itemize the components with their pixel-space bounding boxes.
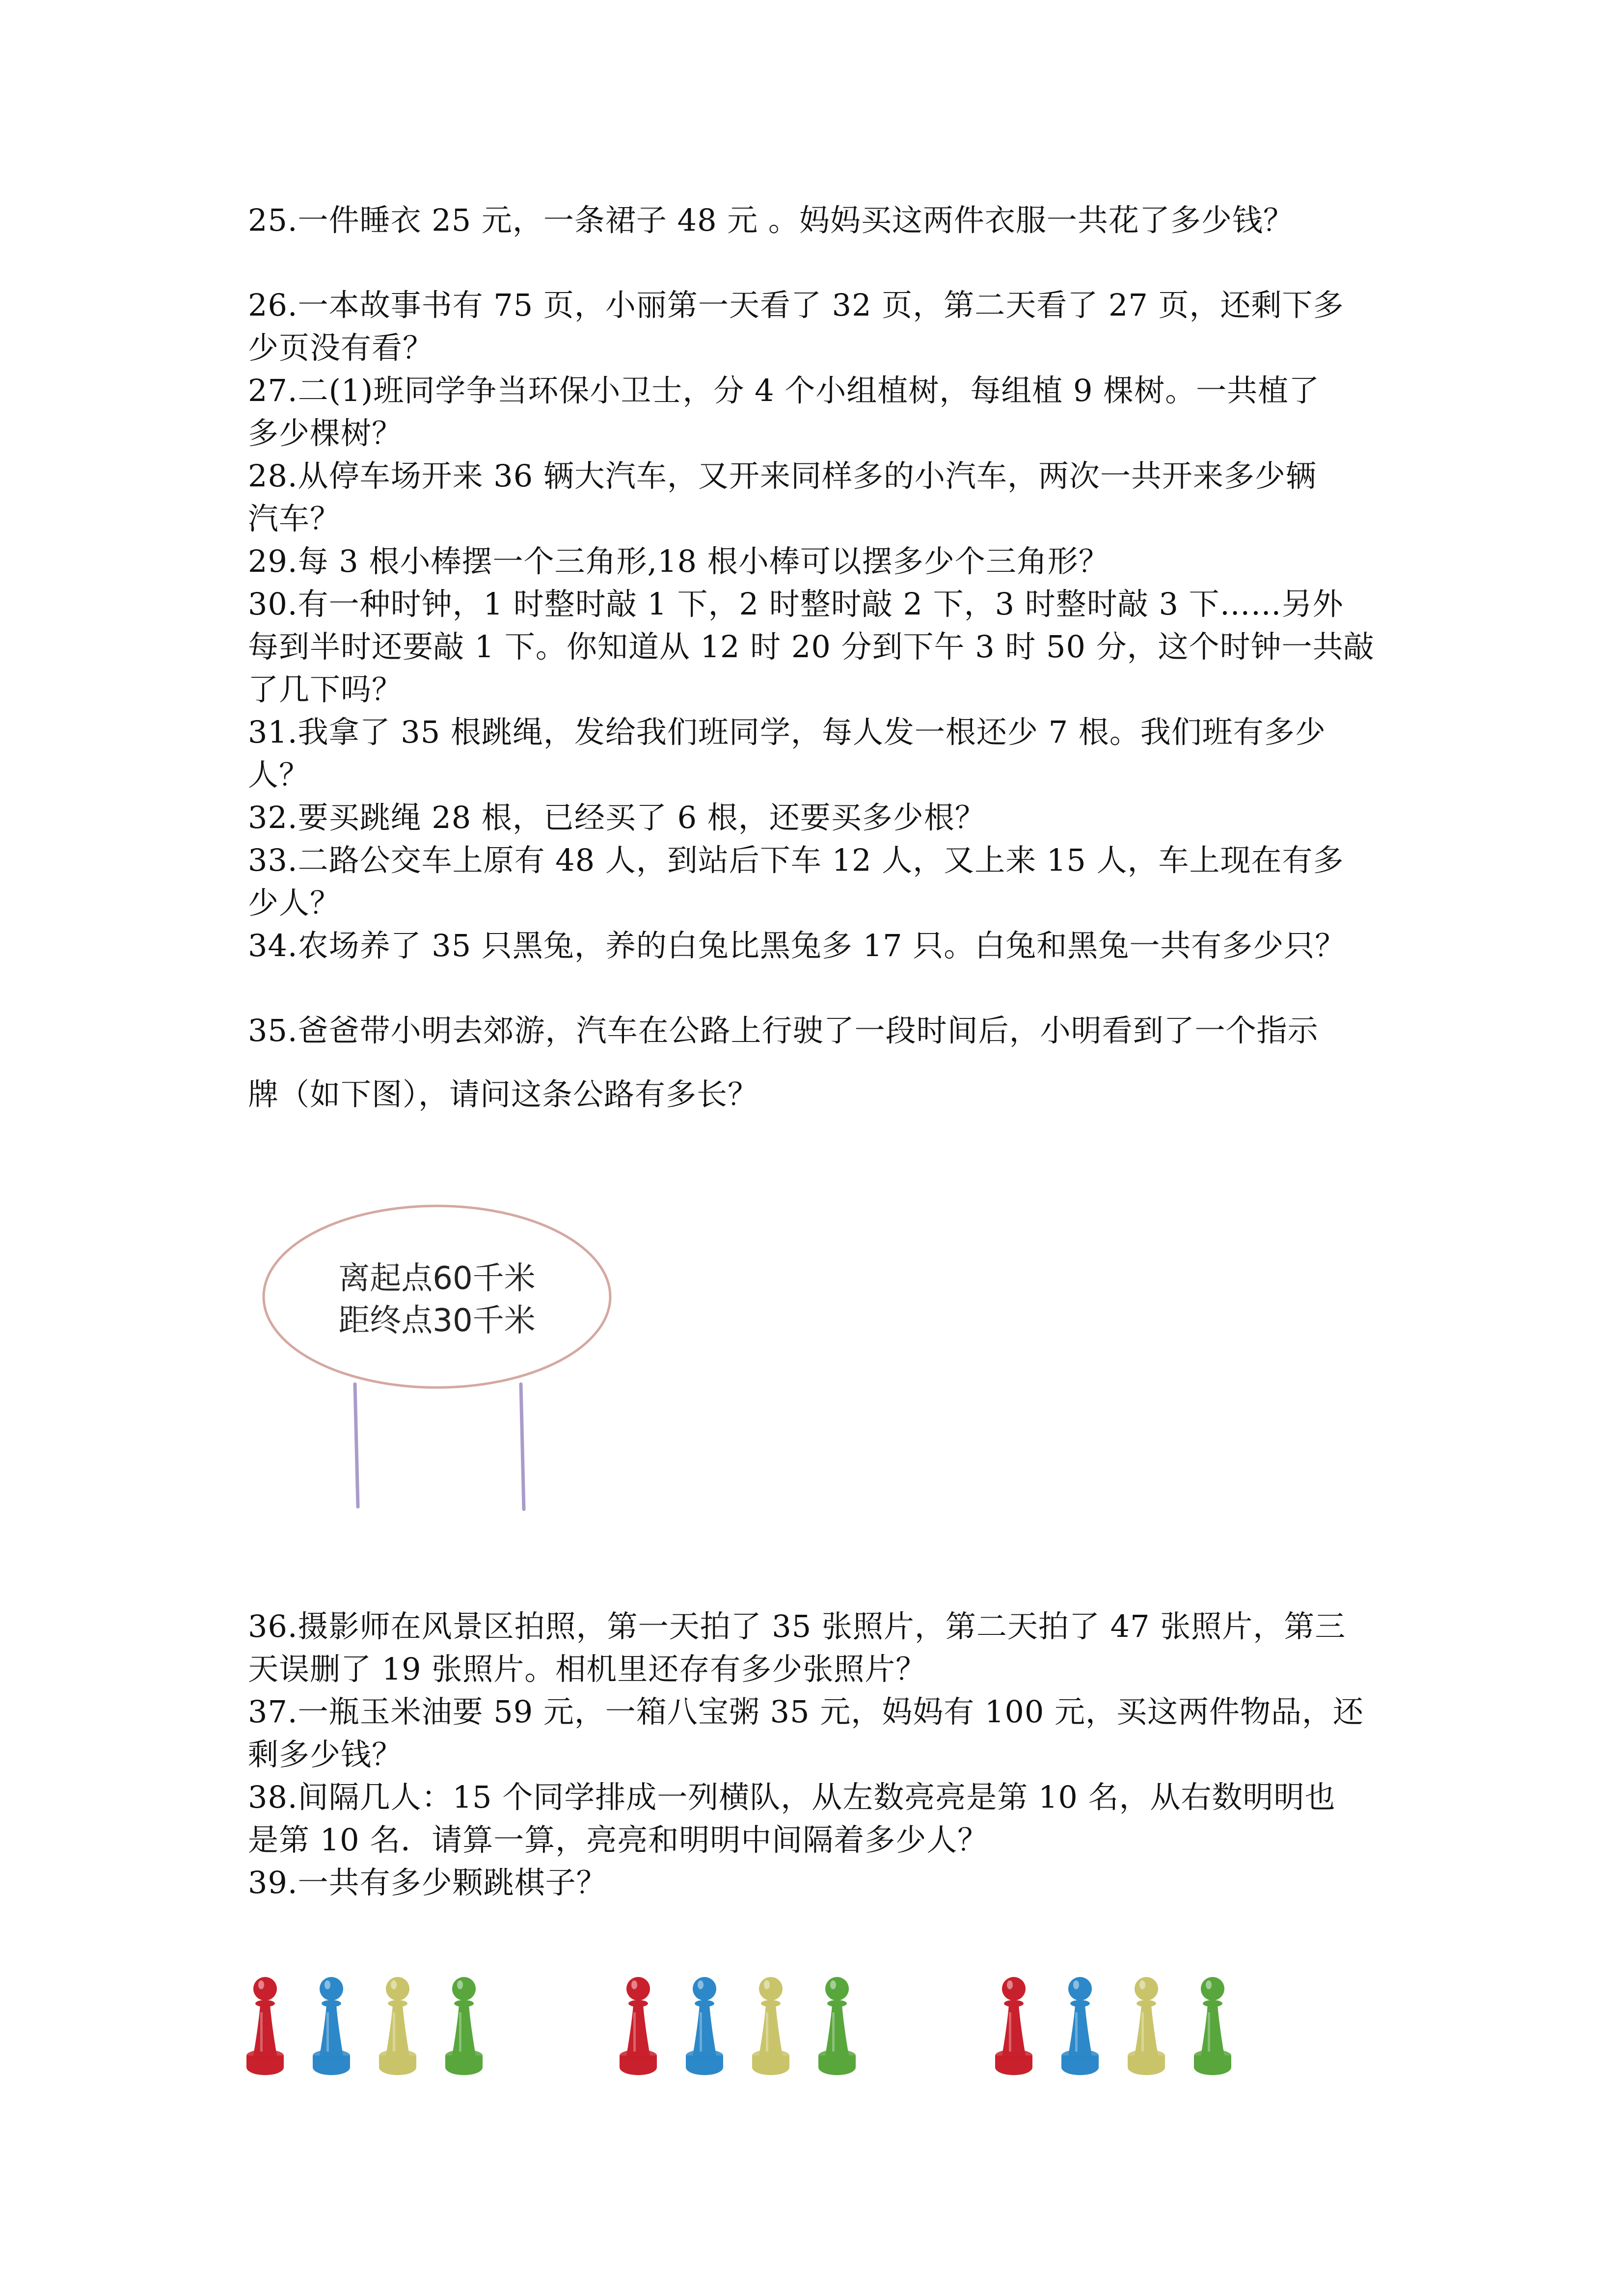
- question-38-line-1: 38.间隔几人：15 个同学排成一列横队，从左数亮亮是第 10 名，从右数明明也: [248, 1779, 1336, 1815]
- checker-piece: [818, 1977, 856, 2075]
- question-27-line-1: 27.二(1)班同学争当环保小卫士，分 4 个小组植树，每组植 9 棵树。一共植了: [248, 373, 1320, 408]
- question-39-line-1: 39.一共有多少颗跳棋子？: [248, 1865, 607, 1900]
- sign-post-left: [355, 1384, 358, 1507]
- question-33: [248, 839, 1387, 924]
- question-39: [248, 1861, 1387, 1904]
- question-28-line-1: 28.从停车场开来 36 辆大汽车，又开来同样多的小汽车，两次一共开来多少辆: [248, 458, 1317, 494]
- checker-piece: [1128, 1977, 1165, 2075]
- question-31-line-2: 人？: [248, 757, 310, 793]
- question-30-line-2: 每到半时还要敲 1 下。你知道从 12 时 20 分到下午 3 时 50 分，这个时钟一共敲: [248, 629, 1375, 665]
- question-26-line-1: 26.一本故事书有 75 页，小丽第一天看了 32 页，第二天看了 27 页，还剩下多: [248, 287, 1344, 323]
- question-26: [248, 284, 1387, 369]
- question-28: [248, 454, 1387, 540]
- question-31: [248, 711, 1387, 796]
- question-36-line-1: 36.摄影师在风景区拍照，第一天拍了 35 张照片，第二天拍了 47 张照片，第三: [248, 1608, 1346, 1644]
- question-29: [248, 540, 1387, 583]
- question-33-line-2: 少人？: [248, 885, 341, 921]
- question-27-line-2: 多少棵树？: [248, 415, 403, 451]
- sign-text-end-distance: 距终点30千米: [338, 1303, 536, 1339]
- question-25: [248, 199, 1387, 241]
- checker-piece: [1061, 1977, 1099, 2075]
- question-32: [248, 796, 1387, 839]
- question-25-line-1: 25.一件睡衣 25 元，一条裙子 48 元 。妈妈买这两件衣服一共花了多少钱？: [248, 202, 1294, 238]
- checker-piece: [752, 1977, 789, 2075]
- question-30-line-3: 了几下吗？: [248, 671, 403, 707]
- question-34: [248, 924, 1387, 967]
- checker-piece: [313, 1977, 350, 2075]
- question-28-line-2: 汽车？: [248, 501, 341, 536]
- question-38-line-2: 是第 10 名．请算一算，亮亮和明明中间隔着多少人？: [248, 1822, 989, 1858]
- question-37-line-1: 37.一瓶玉米油要 59 元，一箱八宝粥 35 元，妈妈有 100 元，买这两件物品，还: [248, 1694, 1364, 1730]
- question-35-line-1: 35.爸爸带小明去郊游，汽车在公路上行驶了一段时间后，小明看到了一个指示: [248, 1013, 1319, 1048]
- sign-board: [264, 1206, 610, 1388]
- checker-piece: [445, 1977, 483, 2075]
- question-30-line-1: 30.有一种时钟，1 时整时敲 1 下，2 时整时敲 2 下，3 时整时敲 3 下……另外: [248, 586, 1344, 622]
- question-26-line-2: 少页没有看？: [248, 330, 434, 366]
- sign-post-right: [521, 1384, 524, 1509]
- road-sign-figure: [255, 1193, 619, 1536]
- checker-piece: [246, 1977, 284, 2075]
- checker-piece: [686, 1977, 723, 2075]
- checker-piece: [620, 1977, 657, 2075]
- checker-piece: [1194, 1977, 1231, 2075]
- question-36-line-2: 天误删了 19 张照片。相机里还存有多少张照片？: [248, 1651, 927, 1687]
- question-35-line-2: 牌（如下图），请问这条公路有多长？: [248, 1076, 759, 1112]
- question-38: [248, 1776, 1387, 1861]
- question-37-line-2: 剩多少钱？: [248, 1736, 403, 1772]
- question-32-line-1: 32.要买跳绳 28 根，已经买了 6 根，还要买多少根？: [248, 800, 986, 835]
- question-34-line-1: 34.农场养了 35 只黑兔，养的白兔比黑兔多 17 只。白兔和黑兔一共有多少只？: [248, 928, 1346, 963]
- question-35: [248, 999, 1387, 1126]
- question-31-line-1: 31.我拿了 35 根跳绳，发给我们班同学，每人发一根还少 7 根。我们班有多少: [248, 714, 1326, 750]
- question-33-line-1: 33.二路公交车上原有 48 人，到站后下车 12 人，又上来 15 人，车上现在有多: [248, 842, 1344, 878]
- sign-text-start-distance: 离起点60千米: [338, 1260, 536, 1297]
- question-30: [248, 583, 1387, 711]
- question-37: [248, 1690, 1387, 1776]
- checker-pieces-figure: [245, 1958, 1296, 2086]
- checker-piece: [379, 1977, 416, 2075]
- question-27: [248, 369, 1387, 454]
- question-36: [248, 1605, 1387, 1690]
- question-29-line-1: 29.每 3 根小棒摆一个三角形,18 根小棒可以摆多少个三角形？: [248, 543, 1110, 579]
- checker-piece: [995, 1977, 1032, 2075]
